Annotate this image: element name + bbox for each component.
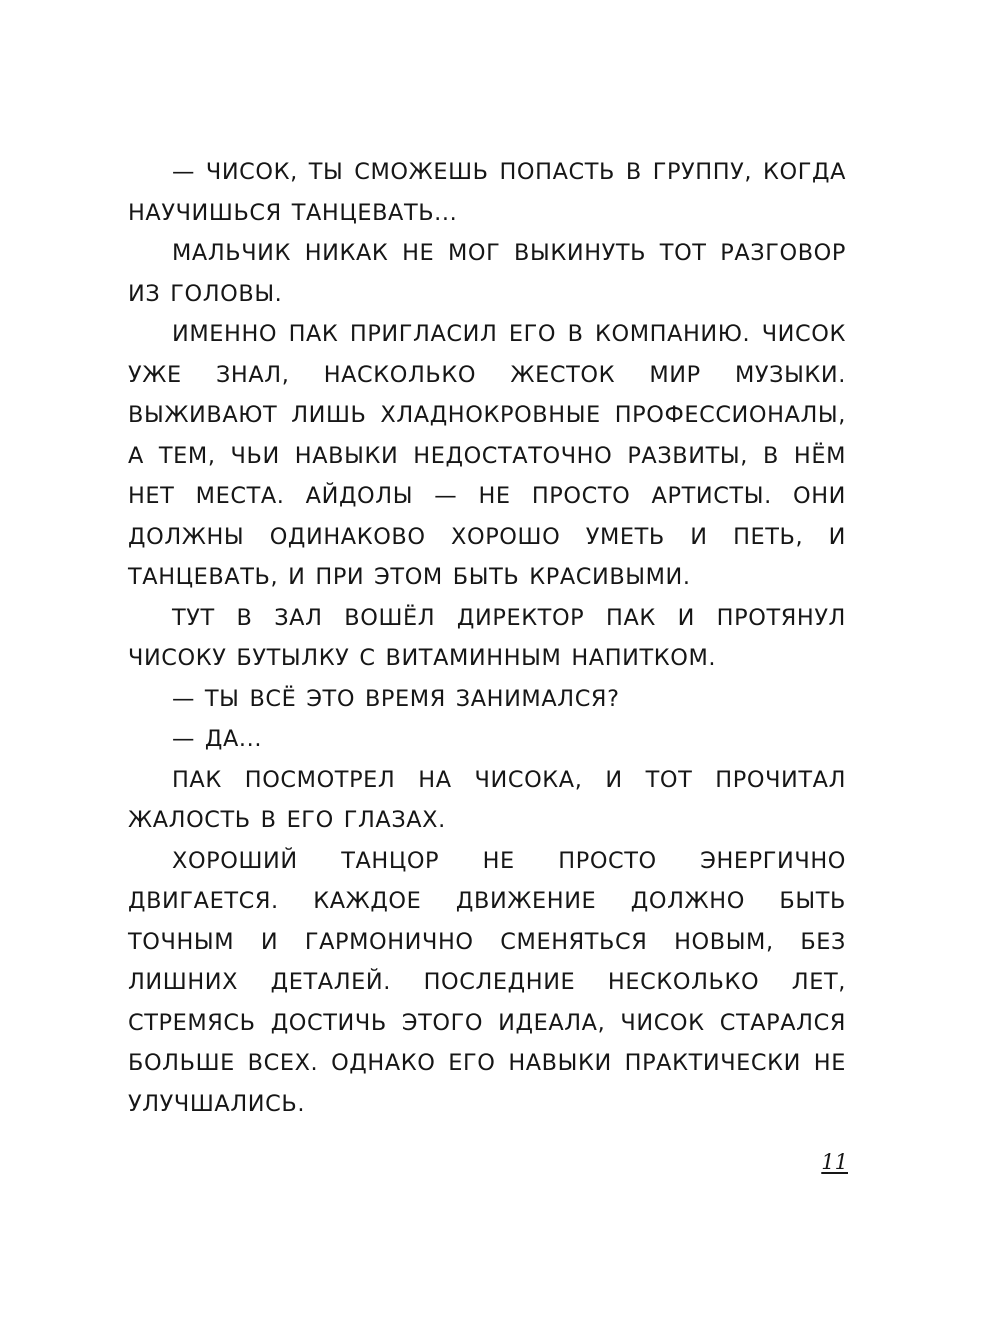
paragraph: — ДА... [172,726,263,752]
paragraph: — ТЫ ВСЁ ЭТО ВРЕМЯ ЗАНИМАЛСЯ? [172,685,620,712]
page-text-body [128,152,846,1124]
page-number: 11 [821,1150,848,1174]
paragraph: ХОРОШИЙ ТАНЦОР НЕ ПРОСТО ЭНЕРГИЧНО ДВИГАЕТСЯ. КАЖДОЕ ДВИЖЕНИЕ ДОЛЖНО БЫТЬ ТОЧНЫМ И ГАРМОНИЧНО СМЕНЯТЬСЯ НОВЫМ, БЕЗ ЛИШНИХ ДЕТАЛЕЙ. ПОСЛЕДНИЕ НЕСКОЛЬКО ЛЕТ, СТРЕМЯСЬ ДОСТИЧЬ ЭТОГО ИДЕАЛА, ЧИСОК СТАРАЛСЯ БОЛЬШЕ ВСЕХ. ОДНАКО ЕГО НАВЫКИ ПРАКТИЧЕСКИ НЕ УЛУЧШАЛИСЬ. [128,847,846,1117]
paragraph: ТУТ В ЗАЛ ВОШЁЛ ДИРЕКТОР ПАК И ПРОТЯНУЛ ЧИСОКУ БУТЫЛКУ С ВИТАМИННЫМ НАПИТКОМ. [128,604,846,671]
paragraph: ПАК ПОСМОТРЕЛ НА ЧИСОКА, И ТОТ ПРОЧИТАЛ ЖАЛОСТЬ В ЕГО ГЛАЗАХ. [128,766,846,833]
paragraph: МАЛЬЧИК НИКАК НЕ МОГ ВЫКИНУТЬ ТОТ РАЗГОВОР ИЗ ГОЛОВЫ. [128,240,846,307]
paragraph: ИМЕННО ПАК ПРИГЛАСИЛ ЕГО В КОМПАНИЮ. ЧИСОК УЖЕ ЗНАЛ, НАСКОЛЬКО ЖЕСТОК МИР МУЗЫКИ. ВЫЖИВАЮТ ЛИШЬ ХЛАДНОКРОВНЫЕ ПРОФЕССИОНАЛЫ, А ТЕМ, ЧЬИ НАВЫКИ НЕДОСТАТОЧНО РАЗВИТЫ, В НЁМ НЕТ МЕСТА. АЙДОЛЫ — НЕ ПРОСТО АРТИСТЫ. ОНИ ДОЛЖНЫ ОДИНАКОВО ХОРОШО УМЕТЬ И ПЕТЬ, И ТАНЦЕВАТЬ, И ПРИ ЭТОМ БЫТЬ КРАСИВЫМИ. [128,321,846,590]
paragraph: — ЧИСОК, ТЫ СМОЖЕШЬ ПОПАСТЬ В ГРУППУ, КОГДА НАУЧИШЬСЯ ТАНЦЕВАТЬ... [128,159,846,226]
